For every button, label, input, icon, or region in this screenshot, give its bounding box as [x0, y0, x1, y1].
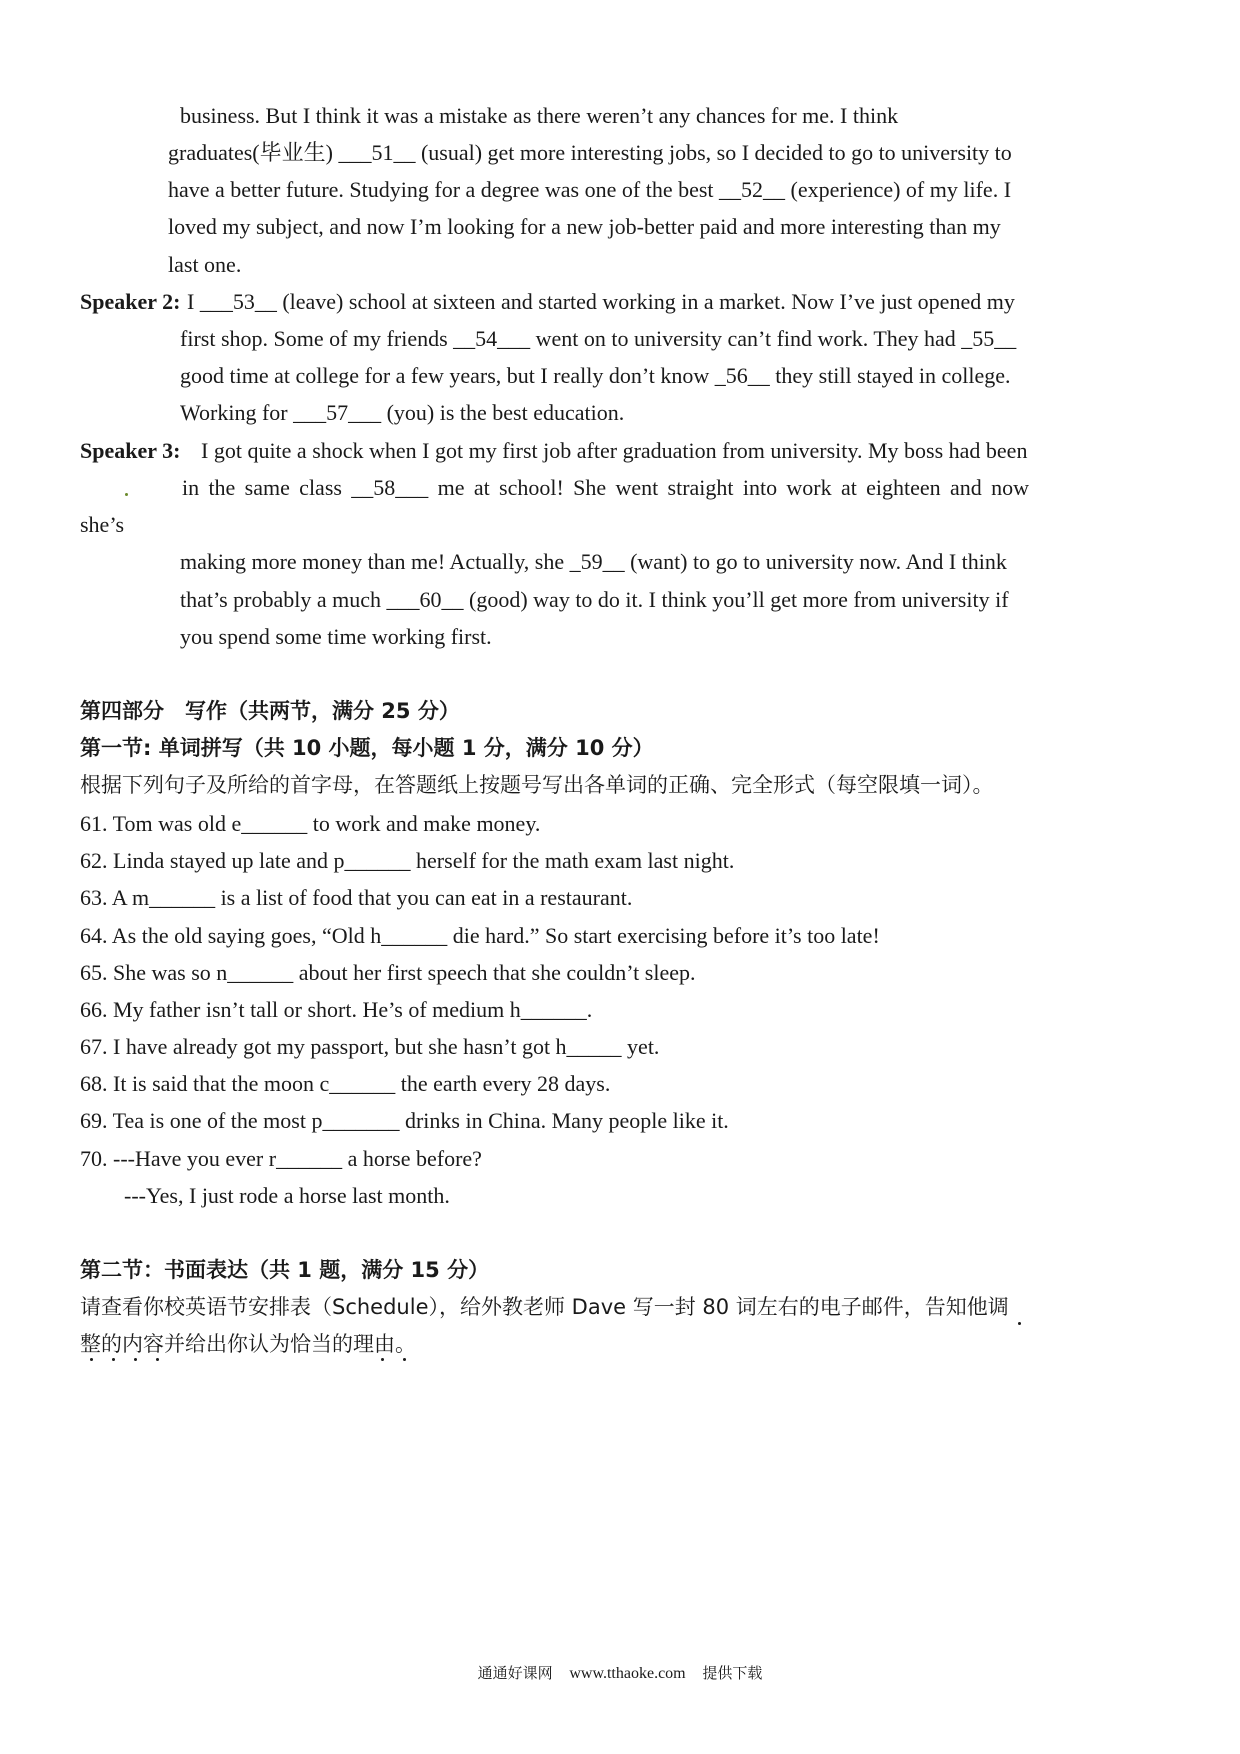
- speaker3-line-6: you spend some time working first.: [180, 624, 492, 649]
- speaker1-line-5: last one.: [168, 252, 242, 277]
- stray-mark: [125, 493, 128, 496]
- speaker3-line-2: in the same class __58___ me at school! She went straight into work at eighteen and now: [182, 475, 1029, 500]
- question-65: 65. She was so n______ about her first speech that she couldn’t sleep.: [80, 960, 696, 985]
- footer-url[interactable]: www.tthaoke.com: [569, 1665, 686, 1682]
- question-61: 61. Tom was old e______ to work and make money.: [80, 811, 541, 836]
- question-68: 68. It is said that the moon c______ the earth every 28 days.: [80, 1071, 611, 1096]
- speaker3-line-1: I got quite a shock when I got my first job after graduation from university. My boss had been: [201, 438, 1028, 463]
- emphasis-dot: [156, 1358, 159, 1361]
- section2-text-line-2: 整的内容并给出你认为恰当的理由。: [80, 1332, 416, 1356]
- speaker3-line-5: that’s probably a much ___60__ (good) way to do it. I think you’ll get more from university if: [180, 587, 1009, 612]
- emphasis-dot: [134, 1358, 137, 1361]
- section2-text-line-1: 请查看你校英语节安排表（Schedule），给外教老师 Dave 写一封 80 词左右的电子邮件，告知他调: [80, 1295, 1009, 1319]
- question-69: 69. Tea is one of the most p_______ drinks in China. Many people like it.: [80, 1108, 729, 1133]
- question-62: 62. Linda stayed up late and p______ herself for the math exam last night.: [80, 848, 735, 873]
- page-footer: [0, 1662, 1240, 1683]
- question-66: 66. My father isn’t tall or short. He’s of medium h______.: [80, 997, 593, 1022]
- speaker2-line-2: first shop. Some of my friends __54___ went on to university can’t find work. They had _55__: [180, 326, 1017, 351]
- question-67: 67. I have already got my passport, but she hasn’t got h_____ yet.: [80, 1034, 660, 1059]
- speaker3-line-4: making more money than me! Actually, she _59__ (want) to go to university now. And I think: [180, 549, 1007, 574]
- emphasis-dot: [403, 1358, 406, 1361]
- section1-instruction: 根据下列句子及所给的首字母，在答题纸上按题号写出各单词的正确、完全形式（每空限填一词）。: [80, 773, 994, 797]
- speaker2-line-4: Working for ___57___ (you) is the best education.: [180, 400, 625, 425]
- emphasis-dot: [112, 1358, 115, 1361]
- speaker2-label: Speaker 2:: [80, 289, 181, 314]
- question-70-answer: ---Yes, I just rode a horse last month.: [124, 1183, 450, 1208]
- emphasis-dot: [1018, 1322, 1021, 1325]
- speaker3-line-3: she’s: [80, 512, 124, 537]
- speaker2-line-1: I ___53__ (leave) school at sixteen and started working in a market. Now I’ve just opened my: [187, 289, 1015, 314]
- emphasis-dot: [381, 1358, 384, 1361]
- question-70: 70. ---Have you ever r______ a horse before?: [80, 1146, 482, 1171]
- speaker1-line-2: graduates(毕业生) ___51__ (usual) get more interesting jobs, so I decided to go to university to: [168, 140, 1012, 165]
- question-64: 64. As the old saying goes, “Old h______ die hard.” So start exercising before it’s too late!: [80, 923, 880, 948]
- part4-heading: 第四部分 写作（共两节，满分 25 分）: [80, 699, 460, 723]
- speaker1-line-1: business. But I think it was a mistake as there weren’t any chances for me. I think: [180, 103, 899, 128]
- speaker1-line-3: have a better future. Studying for a degree was one of the best __52__ (experience) of my life. I: [168, 177, 1012, 202]
- footer-site: 通通好课网: [477, 1664, 553, 1682]
- speaker2-line-3: good time at college for a few years, but I really don’t know _56__ they still stayed in college.: [180, 363, 1011, 388]
- emphasis-dot: [90, 1358, 93, 1361]
- question-63: 63. A m______ is a list of food that you can eat in a restaurant.: [80, 885, 633, 910]
- section1-heading: 第一节: 单词拼写（共 10 小题，每小题 1 分，满分 10 分）: [80, 736, 654, 760]
- speaker3-label: Speaker 3:: [80, 438, 181, 463]
- section2-heading: 第二节：书面表达（共 1 题，满分 15 分）: [80, 1258, 490, 1282]
- speaker1-line-4: loved my subject, and now I’m looking for a new job-better paid and more interesting than my: [168, 214, 1001, 239]
- footer-note: 提供下载: [702, 1664, 763, 1682]
